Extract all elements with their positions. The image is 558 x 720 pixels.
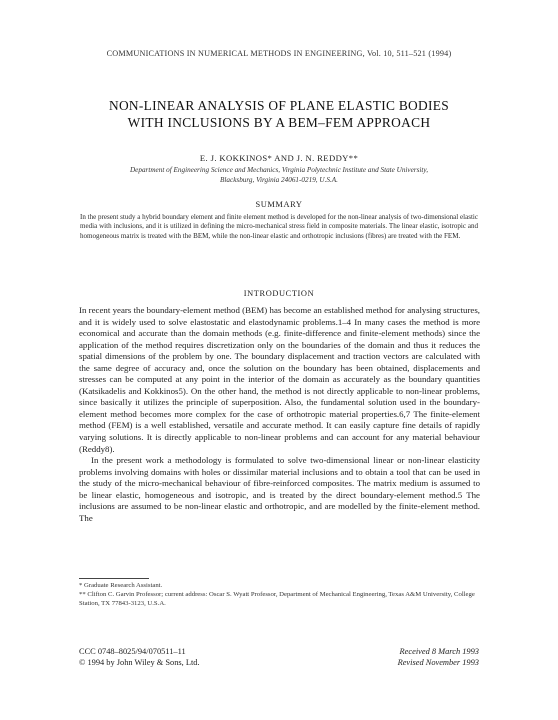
footnote-1: * Graduate Research Assistant.	[79, 582, 163, 589]
publication-info	[79, 646, 200, 668]
title-line-2: WITH INCLUSIONS BY A BEM–FEM APPROACH	[127, 115, 431, 130]
title-line-1: NON-LINEAR ANALYSIS OF PLANE ELASTIC BODIES	[108, 98, 449, 113]
ccc-code: CCC 0748–8025/94/070511–11	[79, 647, 186, 656]
summary-text: In the present study a hybrid boundary element and finite element method is developed for the non-linear analysis of two-dimensional elastic media with inclusions, and it is utilized in defining the micro-mechanical stress field in composite materials. The linear elastic, isotropic and homogeneous matrix is treated with the BEM, while the non-linear elastic and orthotropic inclusions (fibres) are treated with the FEM.	[80, 213, 478, 240]
summary-heading: SUMMARY	[255, 200, 303, 209]
submission-dates	[398, 646, 479, 668]
received-date: Received 8 March 1993	[399, 647, 479, 656]
introduction-heading: INTRODUCTION	[243, 289, 315, 298]
affiliation	[60, 166, 498, 185]
footnote-rule	[79, 578, 149, 579]
author-list: E. J. KOKKINOS* AND J. N. REDDY**	[199, 153, 359, 163]
footnotes	[79, 582, 480, 608]
footnote-2: ** Clifton C. Garvin Professor; current address: Oscar S. Wyatt Professor, Department of Mechanical Engineering, Texas A&M University, College Station, TX 77843-3123, U.S.A.	[79, 590, 475, 607]
introduction-paragraph-2: In the present work a methodology is formulated to solve two-dimensional linear or non-linear elasticity problems involving domains with holes or dissimilar material inclusions and to obtain a tool that can be used in the study of the micro-mechanical behaviour of fibre-reinforced composites. The matrix medium is assumed to be linear elastic, homogeneous and isotropic, and is treated by the direct boundary-element method.5 The inclusions are assumed to be non-linear elastic and orthotropic, and are modelled by the finite-element method. The	[79, 455, 480, 523]
copyright-notice: © 1994 by John Wiley & Sons, Ltd.	[79, 658, 200, 667]
affiliation-line-1: Department of Engineering Science and Mechanics, Virginia Polytechnic Institute and State University,	[129, 166, 428, 174]
journal-header: COMMUNICATIONS IN NUMERICAL METHODS IN ENGINEERING, Vol. 10, 511–521 (1994)	[106, 49, 452, 58]
revised-date: Revised November 1993	[397, 658, 479, 667]
introduction-paragraph-1: In recent years the boundary-element method (BEM) has become an established method for analysing structures, and it is widely used to solve elastostatic and elastodynamic problems.1–4 In many cases the method is more economical and accurate than the domain methods (e.g. finite-difference and finite-element methods) since the application of the method requires discretization only on the boundaries of the domain and thus it reduces the spatial dimensions of the problem by one. The boundary displacement and traction vectors are calculated with the same degree of accuracy and, once the solution on the boundary has been obtained, displacements and stresses can be computed at any point in the interior of the domain as accurately as the boundary quantities (Katsikadelis and Kokkinos5). On the other hand, the method is not directly applicable to non-linear problems, since basically it utilizes the principle of superposition. Also, the fundamental solution used in the boundary-element method becomes more complex for the case of orthotropic material properties.6,7 The finite-element method (FEM) is a well established, versatile and accurate method. It can easily capture fine details of rapidly varying solutions. It is directly applicable to non-linear problems and can account for any material behaviour (Reddy8).	[79, 305, 480, 454]
paper-title	[40, 97, 518, 131]
introduction-body	[79, 305, 480, 524]
affiliation-line-2: Blacksburg, Virginia 24061-0219, U.S.A.	[220, 175, 338, 184]
